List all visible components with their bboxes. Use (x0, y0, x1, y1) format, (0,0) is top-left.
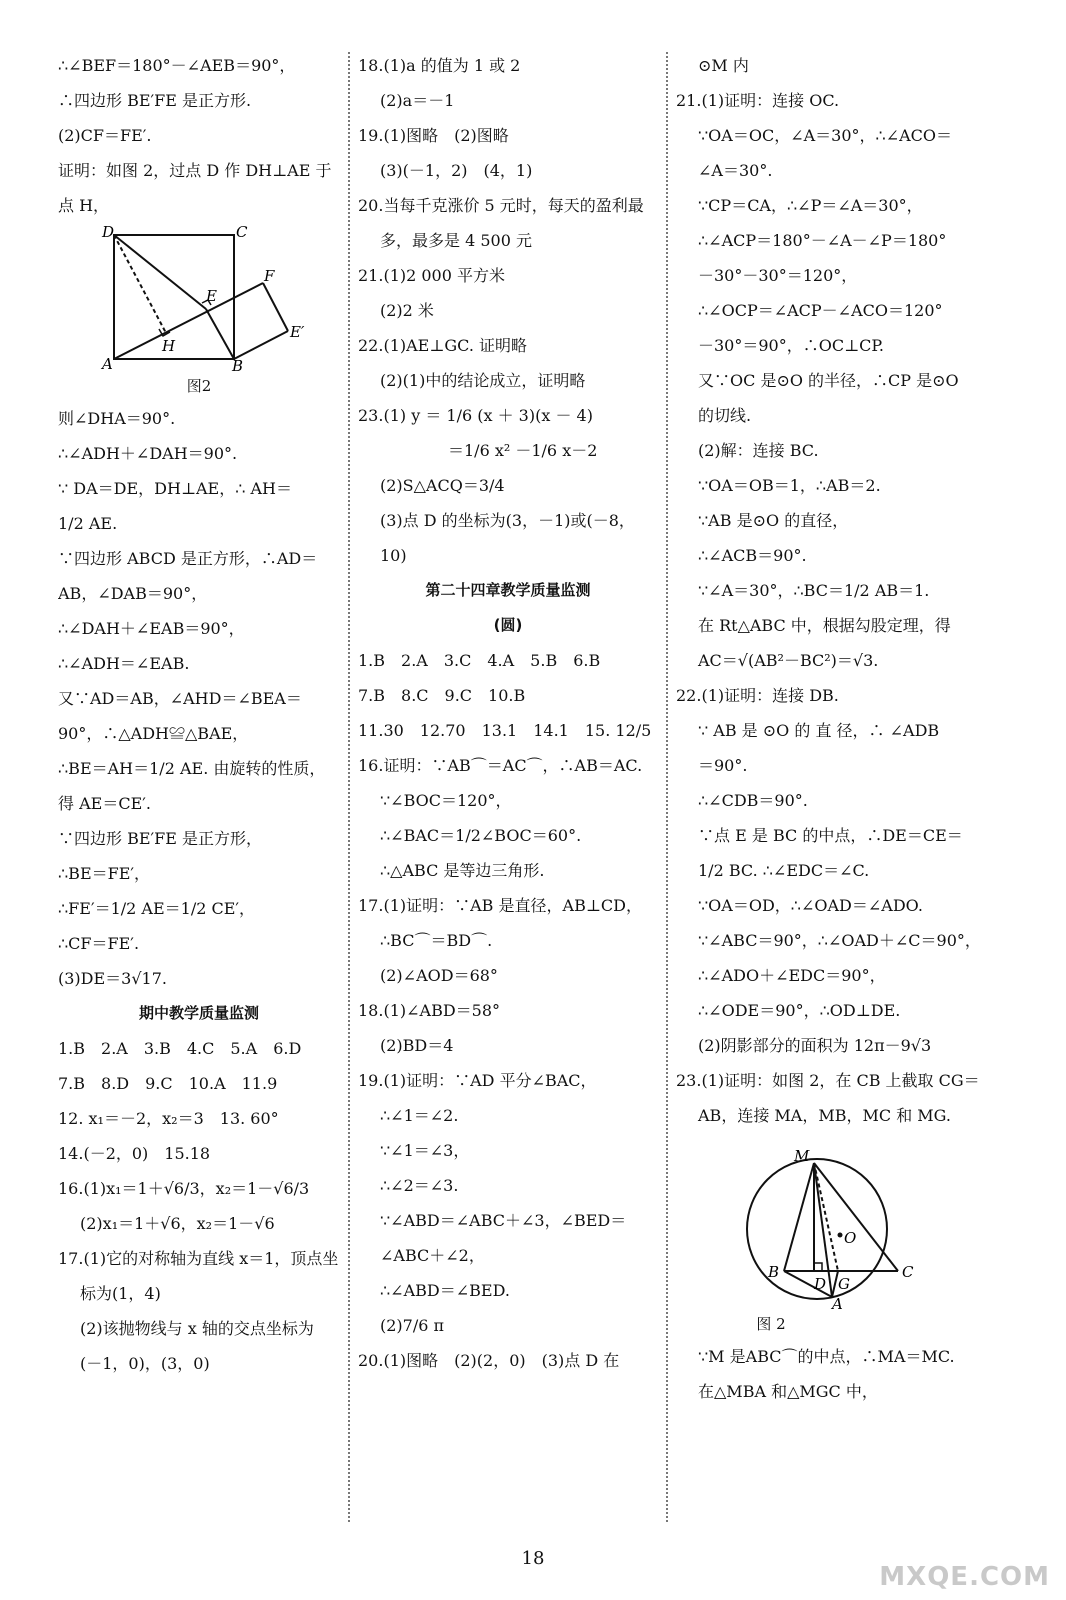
label-A: A (832, 1295, 843, 1309)
text-line: ∵四边形 BE′FE 是正方形， (58, 829, 263, 848)
answer-line: 17.(1)证明：∵AB 是直径，AB⊥CD， (358, 896, 642, 915)
text-line: －30°－30°＝120°， (698, 266, 858, 285)
column-3 (676, 48, 996, 1530)
answer-line: 11.30 12.70 13.1 14.1 15. 12/5 (358, 721, 652, 740)
text-line: (3)DE＝3√17. (58, 969, 167, 988)
label-E-prime: E′ (290, 323, 305, 341)
answer-line: ∴∠1＝∠2. (380, 1106, 459, 1125)
answer-line: (3)点 D 的坐标为(3，－1)或(－8， (380, 511, 635, 530)
text-line: (2)解：连接 BC. (698, 441, 819, 460)
answer-line: 标为(1，4) (80, 1284, 161, 1303)
text-line: AB，连接 MA，MB，MC 和 MG. (698, 1106, 951, 1125)
answer-line: 多，最多是 4 500 元 (380, 231, 532, 250)
text-line: (2)阴影部分的面积为 12π－9√3 (698, 1036, 932, 1055)
text-line: 点 H， (58, 196, 110, 215)
text-line: ∴BE＝AH＝1/2 AE. 由旋转的性质， (58, 759, 326, 778)
answer-line: 10) (380, 546, 407, 565)
text-line: ∴∠BEF＝180°－∠AEB＝90°， (58, 56, 296, 75)
answer-line: 23.(1) y ＝ 1/6 (x ＋ 3)(x － 4) (358, 406, 593, 425)
column-2 (358, 48, 658, 1530)
label-B: B (232, 357, 244, 371)
column-divider-1 (348, 52, 350, 1522)
text-line: ∴CF＝FE′. (58, 934, 140, 953)
label-E: E (206, 287, 217, 305)
label-D: D (102, 223, 115, 241)
text-line: 23.(1)证明：如图 2，在 CB 上截取 CG＝ (676, 1071, 980, 1090)
answer-line: (2)7/6 π (380, 1316, 445, 1335)
label-B: B (768, 1263, 780, 1281)
text-line: ∴∠DAH＋∠EAB＝90°， (58, 619, 245, 638)
answer-line: 19.(1)图略 (2)图略 (358, 126, 509, 145)
text-line: ∵M 是ABC⌒的中点，∴MA＝MC. (698, 1347, 955, 1366)
text-line: 22.(1)证明：连接 DB. (676, 686, 839, 705)
answer-line: ∴△ABC 是等边三角形. (380, 861, 545, 880)
label-G: G (838, 1275, 850, 1293)
text-line: 得 AE＝CE′. (58, 794, 151, 813)
answer-line: (2)该抛物线与 x 轴的交点坐标为 (80, 1319, 314, 1338)
answer-line: 17.(1)它的对称轴为直线 x＝1，顶点坐 (58, 1249, 339, 1268)
label-C: C (902, 1263, 914, 1281)
answer-line: 14.(－2，0) 15.18 (58, 1144, 211, 1163)
text-line: ∴∠ACP＝180°－∠A－∠P＝180° (698, 231, 947, 250)
text-line: 1/2 AE. (58, 514, 118, 533)
text-line: AC＝√(AB²－BC²)＝√3. (698, 651, 879, 670)
answer-line: (2)S△ACQ＝3/4 (380, 476, 505, 495)
text-line: ∴BE＝FE′， (58, 864, 151, 883)
text-line: ∵∠A＝30°，∴BC＝1/2 AB＝1. (698, 581, 930, 600)
text-line: ∴∠CDB＝90°. (698, 791, 808, 810)
circle-diagram (676, 1133, 996, 1309)
watermark: MXQE.COM (879, 1562, 1050, 1592)
text-line: ∵OA＝OB＝1，∴AB＝2. (698, 476, 881, 495)
text-line: 在 Rt△ABC 中，根据勾股定理，得 (698, 616, 951, 635)
answer-line: 1.B 2.A 3.C 4.A 5.B 6.B (358, 651, 601, 670)
text-line: －30°＝90°，∴OC⊥CP. (698, 336, 884, 355)
text-line: ∵点 E 是 BC 的中点，∴DE＝CE＝ (698, 826, 963, 845)
column-1 (58, 48, 340, 1530)
answer-line: ∵∠1＝∠3， (380, 1141, 470, 1160)
figure-caption: 图2 (186, 377, 212, 395)
label-F: F (264, 267, 275, 285)
text-line: ∴∠ACB＝90°. (698, 546, 807, 565)
answer-line: (2)∠AOD＝68° (380, 966, 498, 985)
center-dot (838, 1233, 843, 1238)
answer-line: ∴BC⌒＝BD⌒. (380, 931, 493, 950)
answer-line: 7.B 8.C 9.C 10.B (358, 686, 526, 705)
text-line: ∴∠ADH＝∠EAB. (58, 654, 190, 673)
text-line: ∵OA＝OD，∴∠OAD＝∠ADO. (698, 896, 923, 915)
text-line: 则∠DHA＝90°. (58, 409, 176, 428)
answer-line: 18.(1)a 的值为 1 或 2 (358, 56, 521, 75)
text-line: 又∵OC 是⊙O 的半径，∴CP 是⊙O (698, 371, 959, 390)
text-line: ∵ AB 是 ⊙O 的 直 径，∴ ∠ADB (698, 721, 940, 740)
answer-line: 20.当每千克涨价 5 元时，每天的盈利最 (358, 196, 644, 215)
text-line: ∵CP＝CA，∴∠P＝∠A＝30°， (698, 196, 923, 215)
text-line: 又∵AD＝AB，∠AHD＝∠BEA＝ (58, 689, 302, 708)
label-C: C (236, 223, 248, 241)
text-line: ∵ DA＝DE，DH⊥AE，∴ AH＝ (58, 479, 292, 498)
label-D: D (814, 1275, 827, 1293)
answer-line: ＝1/6 x² －1/6 x－2 (448, 441, 598, 460)
answer-line: (3)(－1，2) (4，1) (380, 161, 533, 180)
text-line: ∴∠OCP＝∠ACP－∠ACO＝120° (698, 301, 943, 320)
text-line: ∴∠ADH＋∠DAH＝90°. (58, 444, 238, 463)
answer-line: ∵∠BOC＝120°， (380, 791, 512, 810)
text-line: 1/2 BC. ∴∠EDC＝∠C. (698, 861, 870, 880)
answer-line: 12. x₁＝－2，x₂＝3 13. 60° (58, 1109, 279, 1128)
square-figure (58, 223, 340, 371)
label-H: H (162, 337, 176, 355)
answer-line: ∴∠BAC＝1/2∠BOC＝60°. (380, 826, 582, 845)
page-number: 18 (521, 1548, 545, 1569)
section-heading-midterm: 期中教学质量监测 (138, 1004, 259, 1022)
answer-line: ∴∠2＝∠3. (380, 1176, 459, 1195)
text-line: ∵四边形 ABCD 是正方形，∴AD＝ (58, 549, 318, 568)
answer-line: ∠ABC＋∠2， (380, 1246, 485, 1265)
answer-line: 20.(1)图略 (2)(2，0) (3)点 D 在 (358, 1351, 620, 1370)
text-line: (2)CF＝FE′. (58, 126, 152, 145)
label-O: O (844, 1229, 857, 1247)
answer-line: 21.(1)2 000 平方米 (358, 266, 506, 285)
text-line: ∵OA＝OC，∠A＝30°，∴∠ACO＝ (698, 126, 953, 145)
answer-line: (2)BD＝4 (380, 1036, 454, 1055)
answer-line: ∴∠ABD＝∠BED. (380, 1281, 510, 1300)
answer-line: (2)(1)中的结论成立，证明略 (380, 371, 586, 390)
text-line: ∵∠ABC＝90°，∴∠OAD＋∠C＝90°， (698, 931, 981, 950)
answer-line: ∵∠ABD＝∠ABC＋∠3，∠BED＝ (380, 1211, 627, 1230)
answer-line: 22.(1)AE⊥GC. 证明略 (358, 336, 528, 355)
text-line: ⊙M 内 (698, 56, 749, 75)
answer-line: (－1，0)，(3，0) (80, 1354, 210, 1373)
answer-line: 18.(1)∠ABD＝58° (358, 1001, 501, 1020)
column-divider-2 (666, 52, 668, 1522)
answer-line: 16.证明：∵AB⌒＝AC⌒，∴AB＝AC. (358, 756, 643, 775)
label-A: A (102, 355, 113, 371)
answer-line: 1.B 2.A 3.B 4.C 5.A 6.D (58, 1039, 302, 1058)
answer-line: (2)a＝－1 (380, 91, 455, 110)
text-line: ∴∠ADO＋∠EDC＝90°， (698, 966, 886, 985)
answer-line: 19.(1)证明：∵AD 平分∠BAC， (358, 1071, 597, 1090)
text-line: 21.(1)证明：连接 OC. (676, 91, 840, 110)
text-line: 的切线. (698, 406, 752, 425)
answer-line: 16.(1)x₁＝1＋√6/3，x₂＝1－√6/3 (58, 1179, 310, 1198)
answer-line: (2)2 米 (380, 301, 434, 320)
text-line: 90°，∴△ADH≌△BAE， (58, 724, 249, 743)
answer-line: 7.B 8.D 9.C 10.A 11.9 (58, 1074, 278, 1093)
text-line: 在△MBA 和△MGC 中， (698, 1382, 878, 1401)
section-heading-chapter: 第二十四章教学质量监测 (425, 581, 591, 599)
text-line: ∴四边形 BE′FE 是正方形. (58, 91, 252, 110)
section-subheading: (圆) (493, 616, 523, 634)
label-M: M (794, 1147, 810, 1165)
text-line: ∴FE′＝1/2 AE＝1/2 CE′， (58, 899, 256, 918)
text-line: 证明：如图 2，过点 D 作 DH⊥AE 于 (58, 161, 332, 180)
text-line: ∴∠ODE＝90°，∴OD⊥DE. (698, 1001, 901, 1020)
text-line: ＝90°. (698, 756, 748, 775)
circle-figure (676, 1133, 996, 1309)
text-line: AB，∠DAB＝90°， (58, 584, 208, 603)
text-line: ∵AB 是⊙O 的直径， (698, 511, 849, 530)
figure-caption: 图 2 (756, 1315, 786, 1333)
text-line: ∠A＝30°. (698, 161, 773, 180)
square-diagram (58, 223, 340, 371)
answer-line: (2)x₁＝1＋√6，x₂＝1－√6 (80, 1214, 275, 1233)
